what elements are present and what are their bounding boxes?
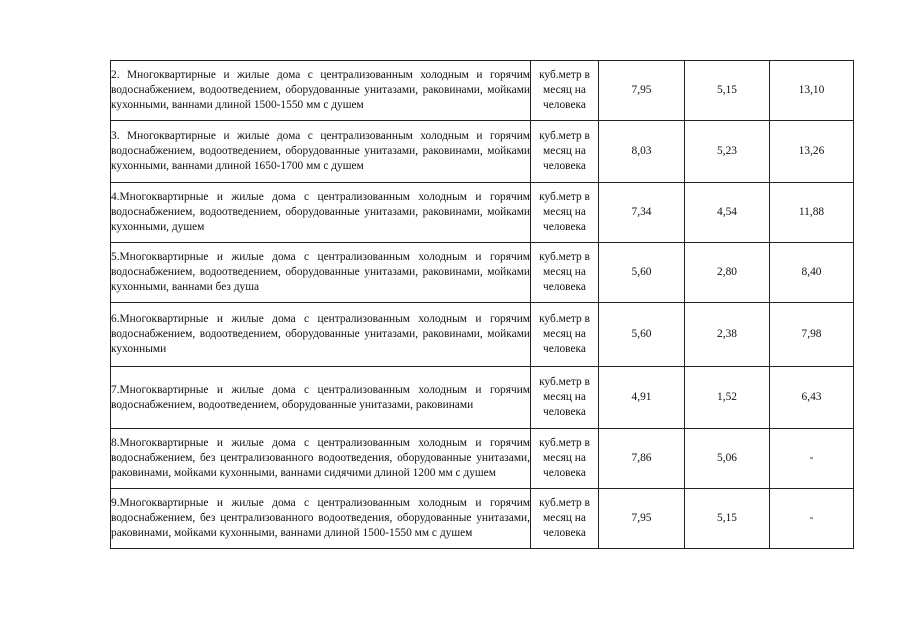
table-row: [111, 367, 854, 429]
table-row: [111, 243, 854, 303]
row-value-2: 5,06: [685, 429, 770, 489]
row-unit: куб.метр в месяц на человека: [531, 429, 599, 489]
row-description: 6.Многоквартирные и жилые дома с централизованным холодным и горячим водоснабжением, водоотведением, оборудованные унитазами, раковинами, мойками кухонными: [111, 303, 531, 367]
table-row: [111, 61, 854, 121]
row-value-2: 5,23: [685, 121, 770, 183]
row-unit: куб.метр в месяц на человека: [531, 303, 599, 367]
row-value-1: 5,60: [599, 243, 685, 303]
row-description: 8.Многоквартирные и жилые дома с централизованным холодным и горячим водоснабжением, без централизованного водоотведения, оборудованные унитазами, раковинами, мойками кухонными, ваннами сидячими длиной 1200 мм с душем: [111, 429, 531, 489]
row-value-1: 8,03: [599, 121, 685, 183]
row-description: 2. Многоквартирные и жилые дома с централизованным холодным и горячим водоснабжением, водоотведением, оборудованные унитазами, раковинами, мойками кухонными, ваннами длиной 1500-1550 мм с душем: [111, 61, 531, 121]
row-value-1: 7,95: [599, 61, 685, 121]
row-value-1: 7,86: [599, 429, 685, 489]
row-value-3: 13,10: [770, 61, 854, 121]
table-row: [111, 303, 854, 367]
row-value-2: 4,54: [685, 183, 770, 243]
table-row: [111, 183, 854, 243]
table-row: [111, 121, 854, 183]
row-value-2: 2,80: [685, 243, 770, 303]
row-value-3: 11,88: [770, 183, 854, 243]
table-row: [111, 489, 854, 549]
row-value-3: 13,26: [770, 121, 854, 183]
row-value-3: -: [770, 429, 854, 489]
row-value-3: 6,43: [770, 367, 854, 429]
row-unit: куб.метр в месяц на человека: [531, 183, 599, 243]
row-value-1: 7,95: [599, 489, 685, 549]
table-row: [111, 429, 854, 489]
row-value-2: 5,15: [685, 61, 770, 121]
row-value-3: 8,40: [770, 243, 854, 303]
row-value-3: -: [770, 489, 854, 549]
table-body: [111, 61, 854, 549]
row-value-2: 5,15: [685, 489, 770, 549]
row-value-1: 5,60: [599, 303, 685, 367]
row-unit: куб.метр в месяц на человека: [531, 61, 599, 121]
row-description: 5.Многоквартирные и жилые дома с централизованным холодным и горячим водоснабжением, водоотведением, оборудованные унитазами, раковинами, мойками кухонными, ваннами без душа: [111, 243, 531, 303]
row-description: 3. Многоквартирные и жилые дома с централизованным холодным и горячим водоснабжением, водоотведением, оборудованные унитазами, раковинами, мойками кухонными, ваннами длиной 1650-1700 мм с душем: [111, 121, 531, 183]
row-unit: куб.метр в месяц на человека: [531, 243, 599, 303]
row-description: 9.Многоквартирные и жилые дома с централизованным холодным и горячим водоснабжением, без централизованного водоотведения, оборудованные унитазами, раковинами, мойками кухонными, ваннами длиной 1500-1550 мм с душем: [111, 489, 531, 549]
row-unit: куб.метр в месяц на человека: [531, 489, 599, 549]
row-value-3: 7,98: [770, 303, 854, 367]
row-unit: куб.метр в месяц на человека: [531, 367, 599, 429]
consumption-norms-table: [110, 60, 854, 549]
row-description: 7.Многоквартирные и жилые дома с централизованным холодным и горячим водоснабжением, водоотведением, оборудованные унитазами, раковинами: [111, 367, 531, 429]
row-value-2: 1,52: [685, 367, 770, 429]
row-value-1: 4,91: [599, 367, 685, 429]
row-value-1: 7,34: [599, 183, 685, 243]
row-description: 4.Многоквартирные и жилые дома с централизованным холодным и горячим водоснабжением, водоотведением, оборудованные унитазами, раковинами, мойками кухонными, душем: [111, 183, 531, 243]
row-value-2: 2,38: [685, 303, 770, 367]
row-unit: куб.метр в месяц на человека: [531, 121, 599, 183]
